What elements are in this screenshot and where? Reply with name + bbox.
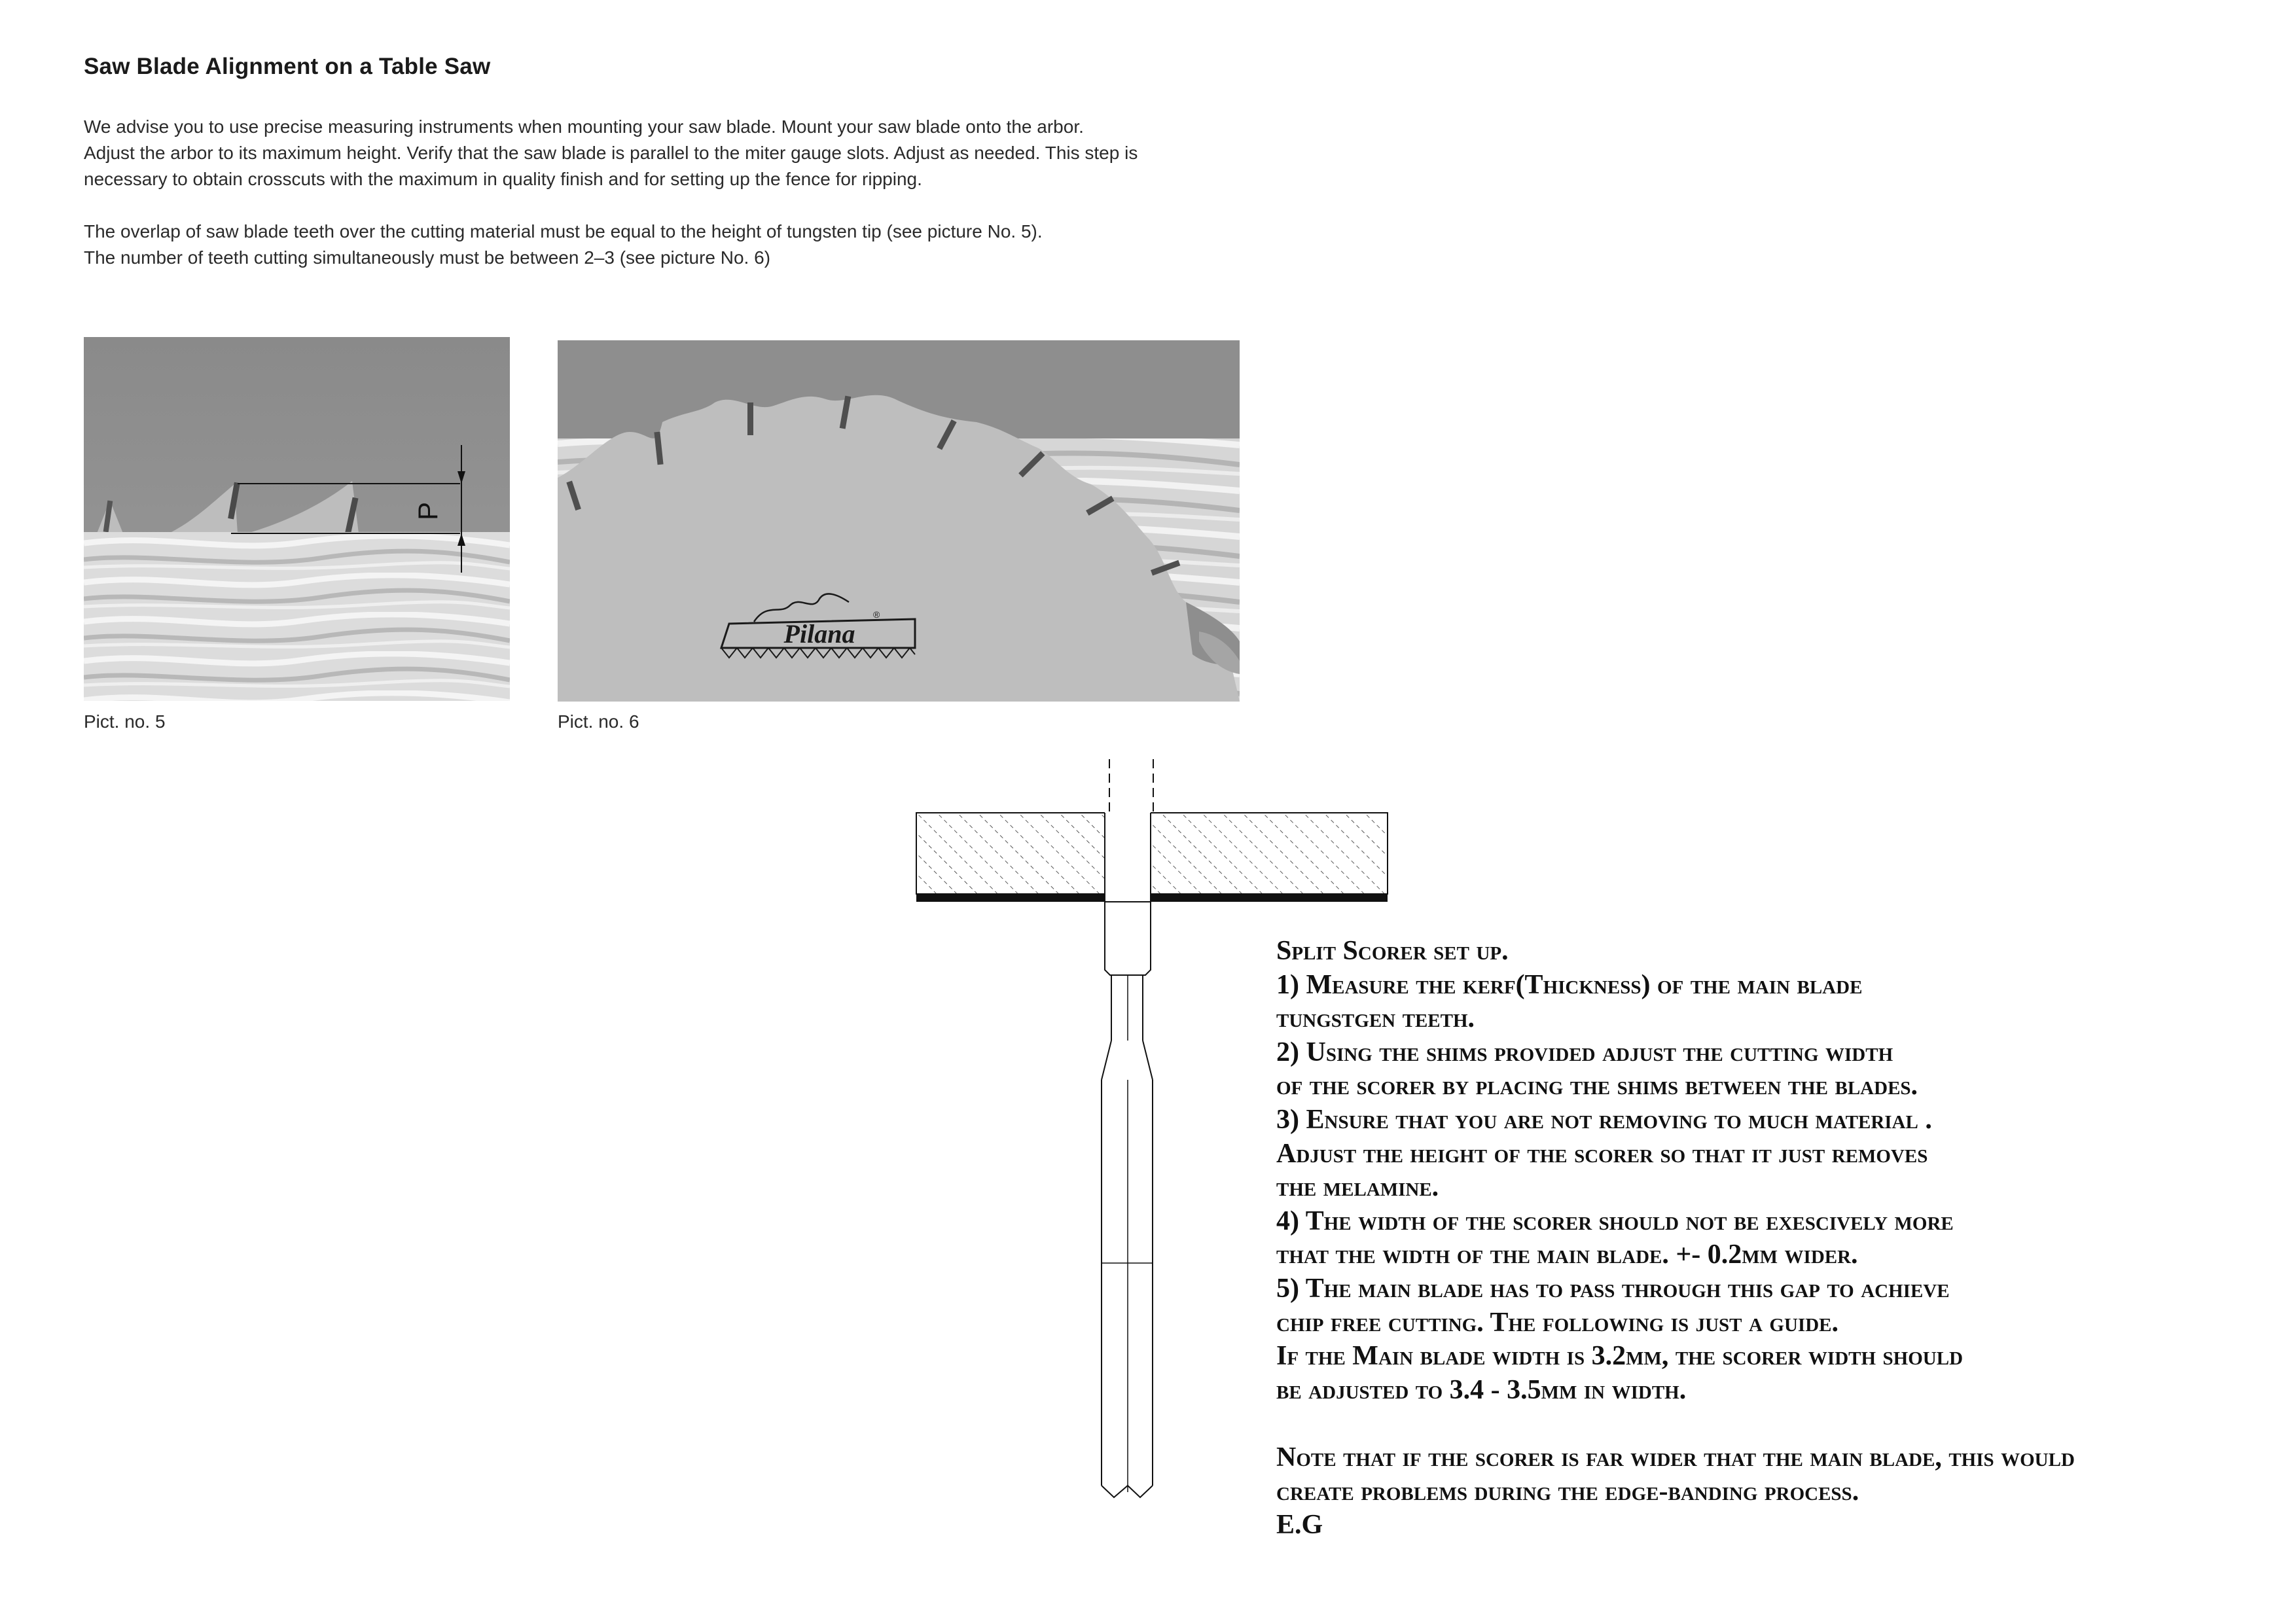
- instruction-line: chip free cutting. The following is just a guide.: [1276, 1307, 1839, 1338]
- dimension-label-p: P: [412, 501, 443, 521]
- instruction-heading: Split Scorer set up.: [1276, 936, 1509, 966]
- pict-5-image: [84, 337, 510, 701]
- instruction-line: 2) Using the shims provided adjust the cutting width: [1276, 1037, 1893, 1067]
- intro-line: Adjust the arbor to its maximum height. Verify that the saw blade is parallel to the miter gauge slots. Adjust as needed. This step is: [84, 143, 1138, 163]
- intro-line: We advise you to use precise measuring instruments when mounting your saw blade. Mount your saw blade onto the arbor.: [84, 116, 1084, 137]
- instruction-line: of the scorer by placing the shims between the blades.: [1276, 1071, 1918, 1101]
- logo-text: Pilana: [783, 619, 855, 649]
- pict-5-caption: Pict. no. 5: [84, 711, 166, 732]
- instruction-line: 4) The width of the scorer should not be exescively more: [1276, 1205, 1954, 1236]
- logo-registered-mark: ®: [873, 609, 880, 620]
- instruction-line: 3) Ensure that you are not removing to much material .: [1276, 1104, 1932, 1135]
- instruction-note: Note that if the scorer is far wider that the main blade, this would: [1276, 1442, 2075, 1472]
- intro-line: necessary to obtain crosscuts with the maximum in quality finish and for setting up the fence for ripping.: [84, 169, 922, 189]
- instruction-line: that the width of the main blade. +- 0.2mm wider.: [1276, 1240, 1858, 1270]
- instruction-note: E.G: [1276, 1510, 1323, 1541]
- intro-text: [84, 114, 1275, 271]
- instruction-line: Adjust the height of the scorer so that it just removes: [1276, 1138, 1928, 1169]
- pict-6-caption: Pict. no. 6: [558, 711, 639, 732]
- instruction-spacer: [1276, 1407, 2271, 1441]
- instruction-note: create problems during the edge-banding process.: [1276, 1476, 1859, 1507]
- instruction-line: tungstgen teeth.: [1276, 1003, 1475, 1034]
- pict-6-image: [558, 340, 1240, 702]
- instruction-line: be adjusted to 3.4 - 3.5mm in width.: [1276, 1374, 1687, 1405]
- instruction-line: If the Main blade width is 3.2mm, the scorer width should: [1276, 1341, 1964, 1372]
- intro-paragraph-1: [84, 114, 1275, 192]
- page-title: Saw Blade Alignment on a Table Saw: [84, 54, 491, 79]
- split-scorer-instructions: [1276, 935, 2271, 1543]
- intro-line: The number of teeth cutting simultaneously must be between 2–3 (see picture No. 6): [84, 247, 771, 268]
- intro-paragraph-2: [84, 219, 1275, 271]
- intro-line: The overlap of saw blade teeth over the cutting material must be equal to the height of tungsten tip (see picture No. 5).: [84, 221, 1043, 241]
- instruction-line: 1) Measure the kerf(Thickness) of the main blade: [1276, 969, 1863, 1000]
- instruction-line: 5) The main blade has to pass through this gap to achieve: [1276, 1273, 1950, 1304]
- instruction-line: the melamine.: [1276, 1172, 1439, 1203]
